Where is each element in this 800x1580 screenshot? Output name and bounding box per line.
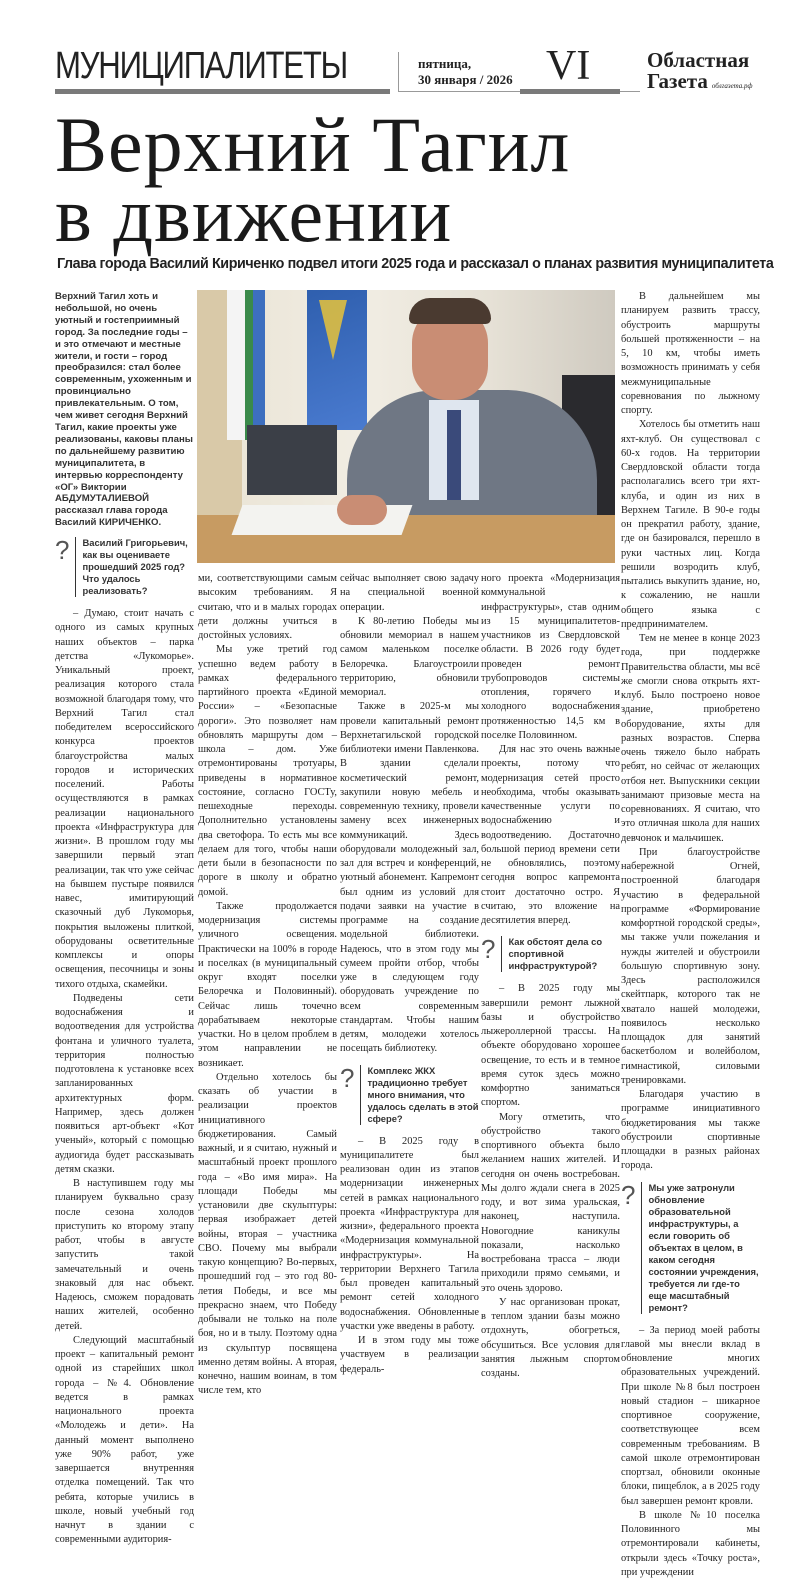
question-text: Мы уже затронули обновление образовательной инфраструктуры, а если говорить об объектах в целом, в каком сегодня состоянии учреждения, требуется ли где-то еще масштабный ремонт? [641,1182,760,1314]
article-column-5 [621,290,760,1580]
logo-line1: Областная [647,48,750,72]
article-column-2 [198,572,337,1399]
article-subtitle: Глава города Василий Кириченко подвел итоги 2025 года и рассказал о планах развития муниципалитета [57,256,774,272]
question-text: Комплекс ЖКХ традиционно требует много внимания, что удалось сделать в этой сфере? [360,1065,479,1125]
article-column-4 [481,572,620,1381]
paragraph: Для нас это очень важные проекты, потому что модернизация сетей просто необходима, чтобы оказывать качественные услуги по водоснабжению и водоотведению. Достаточно большой период времени сети не обновлялись, поэтому сегодня вопрос капремонта стоит достаточно остро. Я считаю, это вложение на десятилетия вперед. [481,744,620,926]
issue-weekday: пятница, [418,56,472,71]
article-column-1 [55,291,194,1548]
photo-cabinet [247,425,337,495]
paragraph: – В 2025 году мы завершили ремонт лыжной базы и обустройство лыжероллерной трассы. На объекте оборудовано хорошее освещение, то есть и в темное время суток здесь можно комфортно заниматься спортом. [481,983,620,1109]
question-text: Василий Григорьевич, как вы оцениваете прошедший 2025 год? Что удалось реализовать? [75,537,194,597]
paragraph: ного проекта «Модернизация коммунальной инфраструктуры», став одним из 15 муниципалитетов-участников из Свердловской области. В 2026 году будет проведен ремонт трубопроводов системы отопления, горячего и холодного водоснабжения протяженностью 14,5 км в поселке Половинном. [481,573,620,741]
paragraph: – В 2025 году в муниципалитете был реализован один из этапов модернизации инженерных сетей в рамках национального проекта «Инфраструктура для жизни», федерального проекта «Модернизация коммунальной инфраструктуры». На территории Верхнего Тагила был проведен капитальный ремонт сетей холодного водоснабжения. Обновленные участки уже введены в работу. [340,1135,479,1332]
paragraph: Тем не менее в конце 2023 года, при поддержке Правительства области, мы всё же смогли снова открыть яхт-клуб. Было построено новое здание, приобретено оборудование, яхты для разных возрастов. Сперва очень тяжело было набрать ребят, но сейчас от желающих отбоя нет. Выпускники секции занимают призовые места на соревнованиях. Я считаю, что это отличная школа для наших девчонок и мальчишек. [621,633,760,844]
page-number: VI [546,43,591,89]
article-photo [197,290,615,563]
paragraph: – Думаю, стоит начать с одного из самых крупных наших объектов – парка детства «Лукоморье». Уникальный проект, реализация которого стала возможной благодаря тому, что Верхний Тагил стал победителем всероссийского конкурса проектов благоустройства малых городов и исторических поселений. Работы осуществляются в рамках реализации национального проекта «Инфраструктура для жизни». В прошлом году мы завершили первый этап реализации, так что уже сейчас на бывшем пустыре появился навес, имитирующий сказочный дуб Лукоморья, покрытия выложены плиткой, оборудованы осветительные комплексы и опоры освещения, песочницы и зоны тихого отдыха, скамейки. [55,608,194,990]
article-column-3 [340,572,479,1377]
paragraph: К 80-летию Победы мы обновили мемориал в нашем самом маленьком поселке Белоречка. Благоустроили территорию, обновили мемориал. [340,615,479,698]
paragraph: Хотелось бы отметить наш яхт-клуб. Он существовал с 60-х годов. На территории Свердловской области тогда располагались всего три яхт-клуба, и один из них в Верхнем Тагиле. В 90-е годы он прекратил работу, здание, где он базировался, перешло в руки частных лиц. Когда решили возродить клуб, пытались выкупить здание, но, к сожалению, не нашли общего языка с предпринимателем. [621,419,760,630]
question-text: Как обстоят дела со спортивной инфраструктурой? [501,936,620,972]
question-mark-icon: ? [55,535,70,566]
interview-question [481,936,620,972]
lead-text: Верхний Тагил хоть и небольшой, но очень уютный и гостеприимный город. За последние годы – и это отмечают и местные жители, и гости – город преобразился: стал более современным, ухоженным и провинциально привлекательным. О том, чем живет сегодня Верхний Тагил, какие проекты уже реализованы, каковы планы по дальнейшему развитию муниципалитета, в интервью корреспонденту «ОГ» Виктории АБДУМУТАЛИЕВОЙ рассказал глава города Василий КИРИЧЕНКО. [55,291,193,529]
emblem-icon [319,300,347,360]
paragraph: При благоустройстве набережной Огней, построенной благодаря участию в федеральной программе «Формирование комфортной городской среды», мы также учли пожелания и нужды жителей и обустроили большую спортивную зону. Здесь расположился скейтпарк, которого так не хватало нашей молодежи, появилось несколько площадок для занятий баскетболом и волейболом, гимнастикой, силовыми тренировками. [621,846,760,1086]
paragraph: У нас организован прокат, в теплом здании базы можно отдохнуть, обогреться, обсушиться. Все условия для занятия лыжным спортом созданы. [481,1296,620,1379]
section-rubric: МУНИЦИПАЛИТЕТЫ [55,45,348,87]
paragraph: ми, соответствующими самым высоким требованиям. Я считаю, что и в малых городах дети должны учиться в достойных условиях. [198,573,337,641]
rubric-underline [55,89,390,94]
article-title [55,101,571,258]
paragraph: И в этом году мы тоже участвуем в реализации федераль- [340,1335,479,1375]
article-lead [55,291,194,597]
issue-date [418,56,513,88]
logo-site: облгазета.рф [711,82,753,90]
interview-question [340,1062,479,1125]
paragraph: Подведены сети водоснабжения и водоотведения для устройства фонтана и уличного туалета, территория полностью подготовлена к установке всех запланированных архитектурных форм. Например, здесь должен появиться арт-объект «Кот ученый», который с помощью аудиогида будет рассказывать детям сказки. [55,992,194,1175]
photo-person-hand [337,495,387,525]
paragraph: Также продолжается модернизация системы уличного освещения. Практически на 100% в городе и поселках (в муниципальный округ входят поселки Белоречка и Половинный). Сейчас лишь точечно дорабатываем некоторые участки. Но в целом проблем в этом направлении не возникает. [198,900,337,1069]
paragraph: – За период моей работы главой мы внесли вклад в обновление многих образовательных учреждений. При школе №8 был построен новый стадион – шикарное спортивное сооружение, соответствующее всем современным требованиям. В самой школе отремонтирован спортзал, обновили оконные блоки, пищеблок, а в 2025 году был завершен ремонт кровли. [621,1324,760,1507]
title-line2: в движении [55,171,453,258]
question-mark-icon: ? [340,1062,355,1093]
paragraph: Могу отметить, что обустройство такого спортивного объекта было желанием наших жителей. И сегодня он очень востребован. Мы долго ждали снега в 2025 году, и вот зима уральская, наконец, наступила. Новогодние каникулы показали, насколько востребована трасса – люди приходили прямо семьями, и это очень здорово. [481,1111,620,1294]
paragraph: сейчас выполняет свою задачу на специальной военной операции. [340,573,479,613]
title-line1: Верхний Тагил [55,101,571,188]
question-mark-icon: ? [621,1179,636,1210]
paragraph: Следующий масштабный проект – капитальный ремонт одной из старейших школ города – №4. Обновление ведется в рамках национального проекта «Молодежь и дети». На данный момент выполнено уже 90% работ, уже завершается внутренняя отделка помещений. Так что ребята, которые учились в школе, новый учебный год начнут в здании с современными аудитория- [55,1334,194,1546]
paragraph: Благодаря участию в программе инициативного бюджетирования мы также обустроили спортивные площадки в разных районах города. [621,1089,760,1172]
paragraph: Отдельно хотелось бы сказать об участии в реализации проектов инициативного бюджетирования. Самый важный, и я считаю, нужный и масштабный проект прошлого года – «Во имя мира». На площади Победы мы установили две скульптуры: первая изображает детей войны, вторая – участника СВО. Почему мы выбрали такую концепцию? Во-первых, прошедший год – это год 80-летия Победы, и все мы прекрасно знаем, что Победу добывали не только на поле боя, но и в тылу. Поэтому одна из скульптур посвящена именно детям войны. А вторая, конечно, нашим воинам, в том числе тем, кто [198,1071,337,1397]
interview-question [621,1179,760,1314]
photo-person-hair [409,298,491,324]
paragraph: В дальнейшем мы планируем развить трассу, обустроить маршруты большей протяженности – на 5, 10 км, чтобы иметь возможность принимать у себя межмуниципальные соревнования по лыжному спорту. [621,291,760,416]
newspaper-logo [647,50,753,97]
photo-person-tie [447,410,461,500]
paragraph: Мы уже третий год успешно ведем работу в рамках федерального партийного проекта «Единой России» – «Безопасные дороги». Это позволяет нам обновлять маршруты дом – школа – дом. Уже отремонтированы тротуары, приведены в нормативное состояние, согласно ГОСТу, пешеходные переходы. Дополнительно установлены два светофора. То есть мы все делаем для того, чтобы наши дети были в безопасности по дороге в школу и обратно домой. [198,644,337,898]
page-number-underline [520,89,620,94]
question-mark-icon: ? [481,934,496,965]
paragraph: Также в 2025-м мы провели капитальный ремонт Верхнетагильской городской библиотеки имени Павленкова. В здании сделали косметический ремонт, закупили новую мебель и современную технику, провели замену всех инженерных коммуникаций. Здесь оборудовали молодежный зал, зал для встреч и конференций, уютный абонемент. Капремонт был одним из условий для подачи заявки на участие в программе на создание модельной библиотеки. Надеюсь, что в этом году мы сумеем пройти отбор, чтобы уже в следующем году оборудовать учреждение по всем современным стандартам. Чтобы нашим детям, молодежи хотелось посещать библиотеку. [340,701,479,1055]
interview-question [55,537,194,597]
issue-date-text: 30 января / 2026 [418,72,513,87]
paragraph: В наступившем году мы планируем буквально сразу после сезона холодов приступить ко второму этапу работ, чтобы в августе запустить такой замечательный и очень знаковый для нас объект. Надеюсь, сможем порадовать наших жителей, особенно детей. [55,1178,194,1332]
logo-line2: Газета [647,69,708,93]
paragraph: В школе №10 поселка Половинного мы отремонтировали кабинеты, открыли здесь «Точку роста», при учреждении [621,1509,760,1578]
header-divider [398,52,399,92]
flag-icon [227,290,253,440]
